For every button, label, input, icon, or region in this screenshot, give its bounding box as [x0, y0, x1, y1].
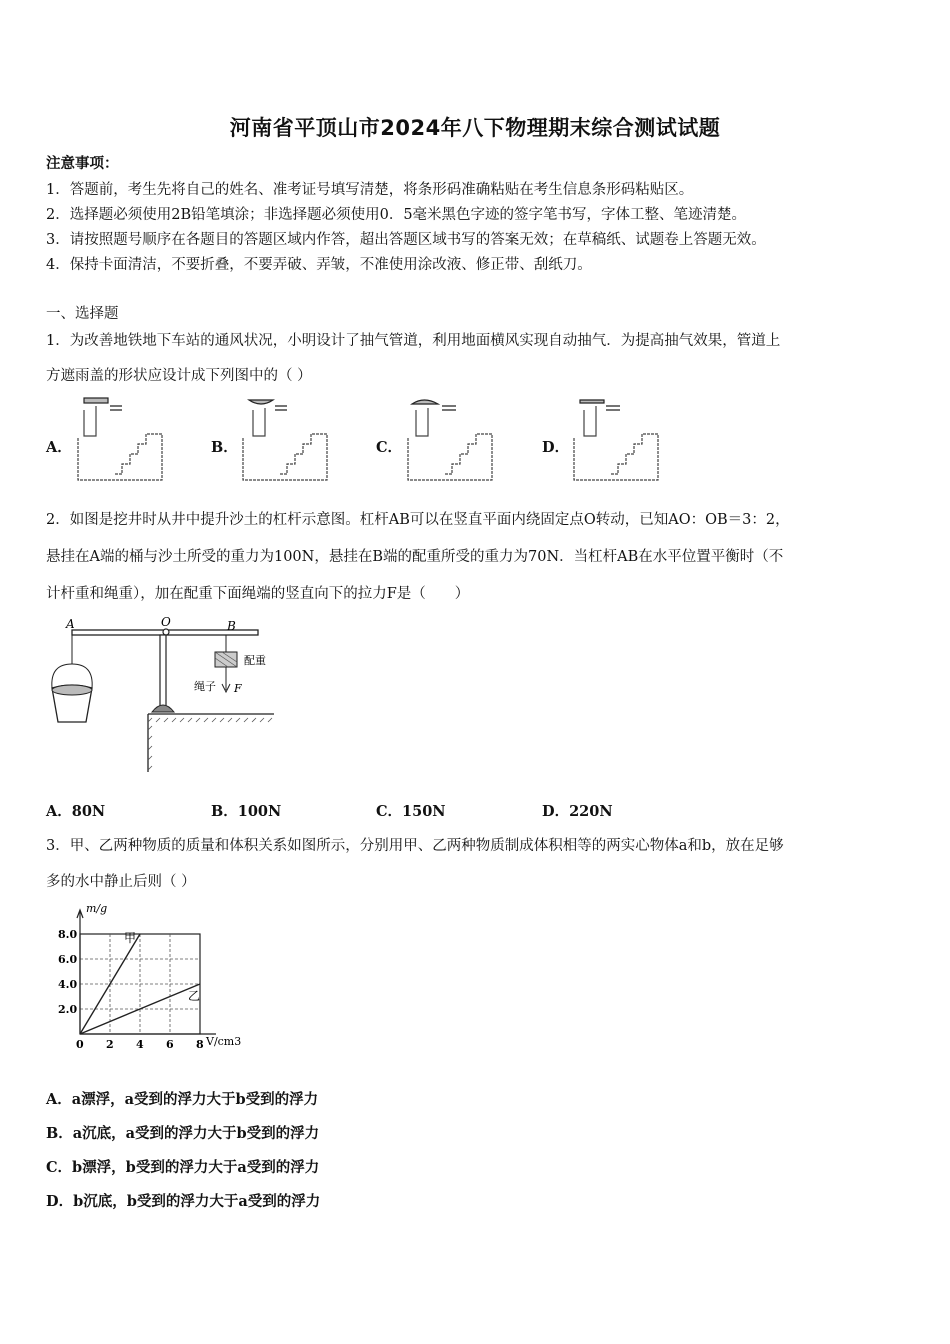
- question-1-text: 方遮雨盖的形状应设计成下列图中的（ ）: [46, 368, 312, 384]
- q2-option-c: C．150N: [376, 803, 446, 820]
- x-tick-label: 4: [136, 1038, 144, 1051]
- series-label: 乙: [188, 989, 201, 1003]
- point-b-label: B: [227, 619, 236, 633]
- notice-heading: 注意事项：: [46, 155, 119, 172]
- force-label: F: [234, 682, 242, 695]
- x-tick-label: 6: [166, 1038, 174, 1051]
- q1-option-b-label: B．: [211, 439, 238, 456]
- question-3-text: 3．甲、乙两种物质的质量和体积关系如图所示，分别用甲、乙两种物质制成体积相等的两实心物体a和b，放在足够: [46, 838, 784, 854]
- q3-option-b: B．a沉底，a受到的浮力大于b受到的浮力: [46, 1125, 320, 1142]
- question-1-text: 1．为改善地铁地下车站的通风状况，小明设计了抽气管道，利用地面横风实现自动抽气．为提高抽气效果，管道上: [46, 333, 781, 349]
- question-3-text: 多的水中静止后则（ ）: [46, 874, 196, 890]
- q2-option-d: D．220N: [542, 803, 613, 820]
- question-2-text: 悬挂在A端的桶与沙土所受的重力为100N，悬挂在B端的配重所受的重力为70N．当杠杆AB在水平位置平衡时（不: [46, 549, 784, 565]
- x-axis-label: V/cm3: [206, 1035, 242, 1048]
- y-tick-label: 8.0: [58, 928, 78, 941]
- q1-option-d-figure: [570, 396, 662, 484]
- question-2-text: 计杆重和绳重），加在配重下面绳端的竖直向下的拉力F是（ ）: [46, 586, 470, 602]
- q3-option-d: D．b沉底，b受到的浮力大于a受到的浮力: [46, 1193, 321, 1210]
- y-tick-label: 6.0: [58, 953, 78, 966]
- q2-option-a: A．80N: [46, 803, 106, 820]
- notice-item: 2．选择题必须使用2B铅笔填涂；非选择题必须使用0．5毫米黑色字迹的签字笔书写，字体工整、笔迹清楚。: [46, 207, 747, 223]
- q3-option-c: C．b漂浮，b受到的浮力大于a受到的浮力: [46, 1159, 320, 1176]
- rope-label: 绳子: [194, 680, 216, 693]
- q1-option-b-figure: [239, 396, 331, 484]
- x-tick-label: 2: [106, 1038, 114, 1051]
- notice-item: 4．保持卡面清洁，不要折叠，不要弄破、弄皱，不准使用涂改液、修正带、刮纸刀。: [46, 257, 592, 273]
- y-tick-label: 4.0: [58, 978, 78, 991]
- section-heading: 一、选择题: [46, 306, 119, 322]
- q1-option-c-figure: [404, 396, 496, 484]
- lever-diagram: [44, 612, 284, 778]
- x-tick-label: 8: [196, 1038, 204, 1051]
- mass-volume-chart: [46, 898, 256, 1074]
- q1-option-a-label: A．: [46, 439, 72, 456]
- q2-option-b: B．100N: [211, 803, 282, 820]
- q1-option-c-label: C．: [376, 439, 403, 456]
- weight-label: 配重: [244, 654, 266, 667]
- y-tick-label: 2.0: [58, 1003, 78, 1016]
- page-title: 河南省平顶山市2024年八下物理期末综合测试试题: [229, 116, 721, 140]
- q1-option-a-figure: [74, 396, 166, 484]
- series-label: 甲: [124, 931, 137, 945]
- point-a-label: A: [66, 617, 75, 631]
- q1-option-d-label: D．: [542, 439, 570, 456]
- point-o-label: O: [161, 615, 171, 629]
- q3-option-a: A．a漂浮，a受到的浮力大于b受到的浮力: [46, 1091, 319, 1108]
- notice-item: 3．请按照题号顺序在各题目的答题区域内作答，超出答题区域书写的答案无效；在草稿纸、试题卷上答题无效。: [46, 232, 766, 248]
- x-tick-label: 0: [76, 1038, 84, 1051]
- y-axis-label: m/g: [86, 902, 108, 915]
- question-2-text: 2．如图是挖井时从井中提升沙土的杠杆示意图。杠杆AB可以在竖直平面内绕固定点O转动，已知AO：OB＝3：2，: [46, 512, 790, 528]
- notice-item: 1．答题前，考生先将自己的姓名、准考证号填写清楚，将条形码准确粘贴在考生信息条形码粘贴区。: [46, 182, 694, 198]
